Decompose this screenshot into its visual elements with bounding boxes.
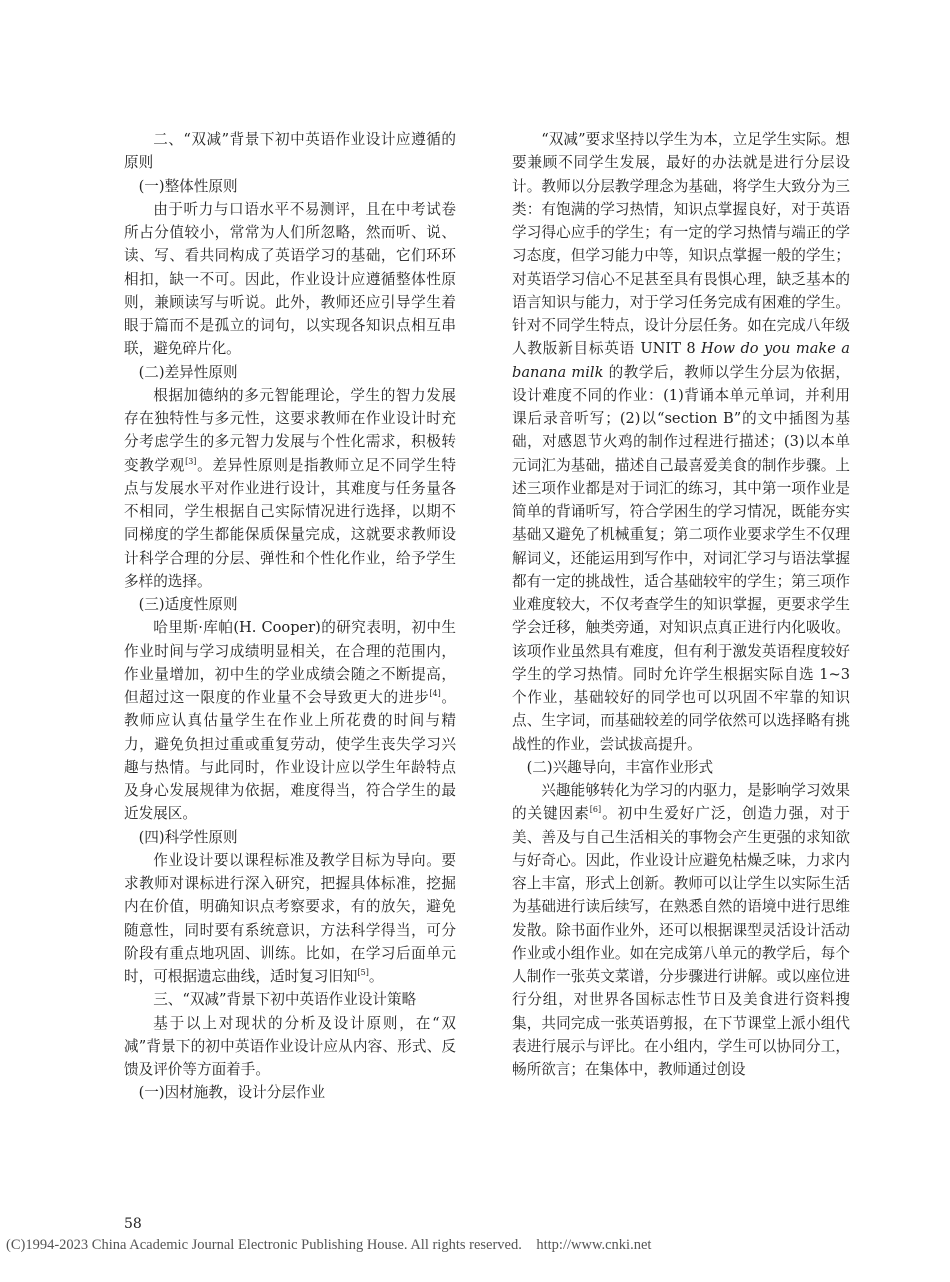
text-run: 。 <box>368 968 384 985</box>
text-run: “双减”要求坚持以学生为本，立足学生实际。想要兼顾不同学生发展，最好的办法就是进行分层设计。教师以分层教学理念为基础，将学生大致分为三类：有饱满的学习热情，知识点掌握良好，对于英语学习得心应手的学生；有一定的学习热情与端正的学习态度，但学习能力中等，知识点掌握一般的学生；对英语学习信心不足甚至具有畏惧心理，缺乏基本的语言知识与能力，对于学习任务完成有困难的学生。针对不同学生特点，设计分层任务。如在完成八年级人教版新目标英语 UNIT 8 <box>512 131 850 358</box>
body-paragraph: 基于以上对现状的分析及设计原则，在“双减”背景下的初中英语作业设计应从内容、形式、反馈及评价等方面着手。 <box>124 1014 456 1078</box>
right-column <box>512 128 850 1081</box>
text-run: How do you make a banana milk <box>512 340 850 381</box>
page-number: 58 <box>124 1216 142 1232</box>
body-paragraph <box>512 128 850 756</box>
subsection-heading: (二)差异性原则 <box>138 363 238 381</box>
body-paragraph <box>124 616 456 825</box>
text-run: 。教师应认真估量学生在作业上所花费的时间与精力，避免负担过重或重复劳动，使学生丧失学习兴趣与热情。与此同时，作业设计应以学生年龄特点及身心发展规律为依据，难度得当，符合学生的最近发展区。 <box>124 689 456 823</box>
text-run: 根据加德纳的多元智能理论，学生的智力发展存在独特性与多元性，这要求教师在作业设计时充分考虑学生的多元智力发展与个性化需求，积极转变教学观 <box>124 386 456 474</box>
citation-marker: [3] <box>185 456 197 466</box>
text-run: 哈里斯·库帕(H. Cooper)的研究表明，初中生作业时间与学习成绩明显相关，在合理的范围内，作业量增加，初中生的学业成绩会随之不断提高，但超过这一限度的作业量不会导致更大的进步 <box>124 619 456 706</box>
citation-marker: [4] <box>429 689 441 699</box>
body-paragraph <box>512 779 850 1081</box>
citation-marker: [5] <box>357 968 369 978</box>
left-column <box>124 128 456 1105</box>
citation-marker: [6] <box>589 805 602 815</box>
text-run: 的教学后，教师以学生分层为依据，设计难度不同的作业：(1)背诵本单元单词，并利用课后录音听写；(2)以“section B”的文中插图为基础，对感恩节火鸡的制作过程进行描述；(3)以本单元词汇为基础，描述自己最喜爱美食的制作步骤。上述三项作业都是对于词汇的练习，其中第一项作业是简单的背诵听写，符合学困生的学习情况，既能夯实基础又避免了机械重复；第二项作业要求学生不仅理解词义，还能运用到写作中，对词汇学习与语法掌握都有一定的挑战性，适合基础较牢的学生；第三项作业难度较大，不仅考查学生的知识掌握，更要求学生学会迁移，触类旁通，对知识点真正进行内化吸收。该项作业虽然具有难度，但有利于激发英语程度较好学生的学习热情。同时允许学生根据实际自选 1~3 个作业，基础较好的同学也可以巩固不牢靠的知识点、生字词，而基础较差的同学依然可以选择略有挑战性的作业，尝试拔高提升。 <box>512 363 851 753</box>
section-heading: 三、“双减”背景下初中英语作业设计策略 <box>153 991 417 1009</box>
subsection-heading: (二)兴趣导向，丰富作业形式 <box>526 758 714 776</box>
subsection-heading: (一)整体性原则 <box>138 177 238 195</box>
subsection-heading: (三)适度性原则 <box>138 596 238 613</box>
subsection-heading: (四)科学性原则 <box>138 828 238 846</box>
body-paragraph: 由于听力与口语水平不易测评，且在中考试卷所占分值较小，常常为人们所忽略，然而听、说、读、写、看共同构成了英语学习的基础，它们环环相扣，缺一不可。因此，作业设计应遵循整体性原则，兼顾读写与听说。此外，教师还应引导学生着眼于篇而不是孤立的词句，以实现各知识点相互串联，避免碎片化。 <box>124 200 456 358</box>
copyright-footer: (C)1994-2023 China Academic Journal Electronic Publishing House. All rights reserved. http://www.cnki.net <box>6 1237 652 1253</box>
text-run: 。初中生爱好广泛，创造力强，对于美、善及与自己生活相关的事物会产生更强的求知欲与好奇心。因此，作业设计应避免枯燥乏味，力求内容上丰富，形式上创新。教师可以让学生以实际生活为基础进行读后续写，在熟悉自然的语境中进行思维发散。除书面作业外，还可以根据课型灵活设计活动作业或小组作业。如在完成第八单元的教学后，每个人制作一张英文菜谱，分步骤进行讲解。或以座位进行分组，对世界各国标志性节日及美食进行资料搜集，共同完成一张英语剪报，在下节课堂上派小组代表进行展示与评比。在小组内，学生可以协同分工，畅所欲言；在集体中，教师通过创设 <box>512 805 850 1078</box>
text-run: 。差异性原则是指教师立足不同学生特点与发展水平对作业进行设计，其难度与任务量各不相同，学生根据自己实际情况进行选择，以期不同梯度的学生都能保质保量完成，这就要求教师设计科学合理的分层、弹性和个性化作业，给予学生多样的选择。 <box>124 456 456 590</box>
section-heading: 二、“双减”背景下初中英语作业设计应遵循的原则 <box>124 131 456 172</box>
subsection-heading: (一)因材施教，设计分层作业 <box>138 1084 326 1102</box>
text-run: 作业设计要以课程标准及教学目标为导向。要求教师对课标进行深入研究，把握具体标准，挖掘内在价值，明确知识点考察要求，有的放矢，避免随意性，同时要有系统意识，方法科学得当，可分阶段有重点地巩固、训练。比如，在学习后面单元时，可根据遗忘曲线，适时复习旧知 <box>124 851 456 985</box>
text-run: 兴趣能够转化为学习的内驱力，是影响学习效果的关键因素 <box>512 782 850 823</box>
body-paragraph <box>124 384 456 593</box>
body-paragraph <box>124 849 456 989</box>
